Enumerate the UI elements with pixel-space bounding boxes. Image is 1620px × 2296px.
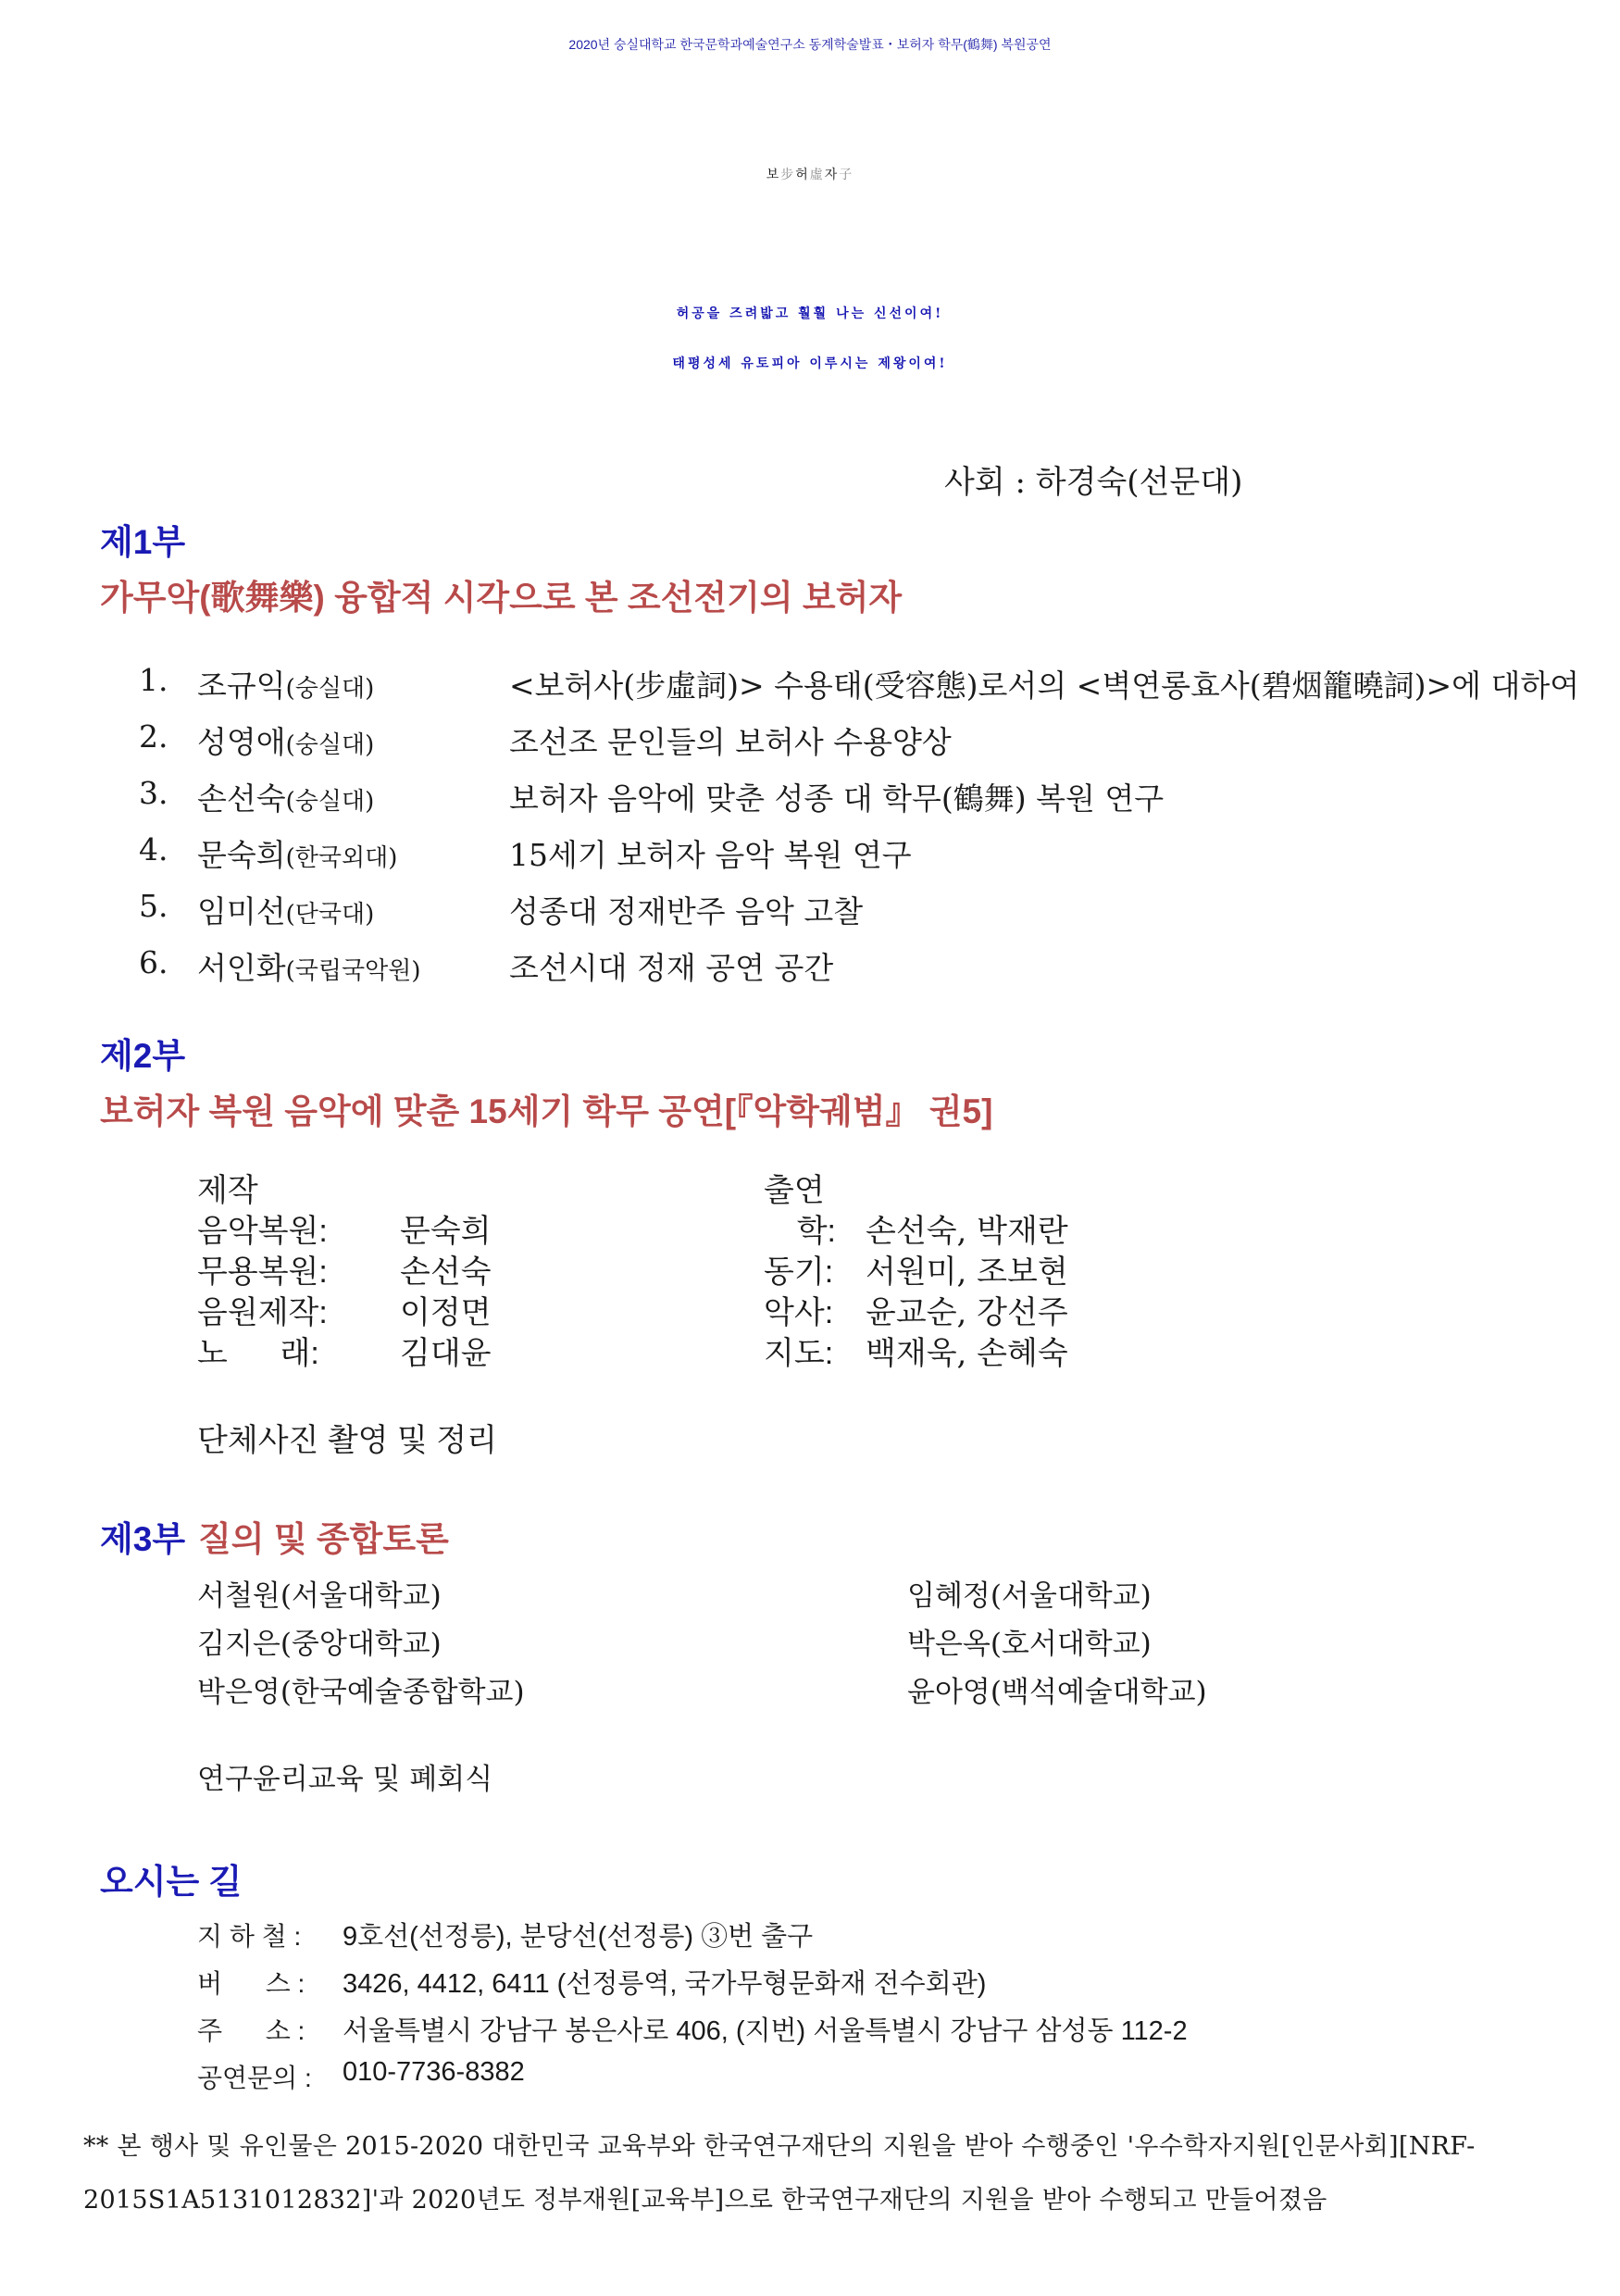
part1-item-presenter [197, 662, 374, 705]
production-name: 손선숙 [400, 1254, 492, 1291]
directions-value-subway: 9호선(선정릉), 분당선(선정릉) ③번 출구 [343, 1922, 814, 1952]
presenter-name: 성영애 [197, 724, 286, 760]
part1-item-number: 1. [139, 662, 168, 698]
part1-item-number: 6. [139, 944, 168, 980]
presenter-name: 손선숙 [197, 780, 286, 817]
cast-name: 서원미, 조보현 [866, 1254, 1068, 1291]
part1-item-topic: <보허사(步虛詞)> 수용태(受容態)로서의 <벽연롱효사(碧烟籠曉詞)>에 대하여 [509, 668, 1580, 704]
slogan-line-2: 태평성세 유토피아 이루시는 제왕이여! [672, 356, 948, 371]
discussant: 박은영(한국예술종합학교) [197, 1676, 525, 1709]
directions-label-address: 주 소 : [197, 2016, 305, 2045]
directions-value-contact: 010-7736-8382 [343, 2057, 525, 2087]
part2-title: 보허자 복원 음악에 맞춘 15세기 학무 공연[『악학궤범』 권5] [100, 1092, 993, 1130]
cast-role: 지도: [764, 1336, 834, 1371]
part1-label: 제1부 [100, 523, 186, 561]
discussant: 김지은(중앙대학교) [197, 1628, 442, 1661]
moderator: 사회 : 하경숙(선문대) [944, 464, 1243, 501]
cast-role: 동기: [764, 1254, 834, 1290]
presenter-affiliation: (단국대) [285, 901, 375, 929]
production-role: 음원제작: [197, 1295, 328, 1330]
part1-item-number: 2. [139, 718, 168, 755]
part1-item-presenter [197, 831, 397, 875]
document-title [0, 165, 1620, 183]
part1-item-topic: 조선조 문인들의 보허사 수용양상 [509, 724, 952, 760]
discussant: 임혜정(서울대학교) [907, 1579, 1152, 1613]
production-role: 무용복원: [197, 1254, 328, 1290]
cast-name: 백재욱, 손혜숙 [866, 1335, 1068, 1372]
title-hanja-1: 步 [780, 168, 794, 182]
discussant: 윤아영(백석예술대학교) [907, 1676, 1207, 1709]
cast-role: 악사: [764, 1295, 834, 1330]
cast-name: 윤교순, 강선주 [866, 1294, 1068, 1331]
part3-heading [100, 1511, 449, 1561]
part1-item-presenter [197, 888, 374, 931]
cast-name: 손선숙, 박재란 [866, 1213, 1068, 1250]
directions-label-contact: 공연문의 : [197, 2064, 312, 2092]
directions-label-subway: 지 하 철 : [197, 1922, 302, 1951]
part1-item-topic: 보허자 음악에 맞춘 성종 대 학무(鶴舞) 복원 연구 [509, 780, 1165, 817]
part3-label: 제3부 [100, 1520, 186, 1558]
closing-ceremony: 연구윤리교육 및 폐회식 [197, 1763, 493, 1796]
production-role: 음악복원: [197, 1214, 328, 1249]
part3-title: 질의 및 종합토론 [198, 1520, 449, 1558]
title-hanja-3: 子 [839, 168, 853, 182]
slogan-line-1: 허공을 즈려밟고 훨훨 나는 신선이여! [676, 306, 944, 321]
part1-title: 가무악(歌舞樂) 융합적 시각으로 본 조선전기의 보허자 [100, 579, 903, 617]
part1-item-presenter [197, 944, 421, 988]
presenter-name: 조규익 [197, 668, 286, 704]
title-hanja-2: 虛 [809, 168, 823, 182]
directions-value-bus: 3426, 4412, 6411 (선정릉역, 국가무형문화재 전수회관) [343, 1969, 987, 1999]
directions-label-bus: 버 스 : [197, 1969, 305, 1998]
discussant: 서철원(서울대학교) [197, 1579, 442, 1613]
production-heading: 제작 [197, 1173, 258, 1208]
presenter-name: 문숙희 [197, 837, 286, 873]
presenter-affiliation: (숭실대) [285, 675, 375, 703]
part1-item-presenter [197, 718, 374, 762]
title-char-3: 자 [824, 168, 838, 182]
directions-value-address: 서울특별시 강남구 봉은사로 406, (지번) 서울특별시 강남구 삼성동 112-2 [343, 2016, 1188, 2046]
presenter-affiliation: (국립국악원) [285, 957, 421, 985]
presenter-name: 서인화 [197, 950, 286, 986]
production-name: 김대윤 [400, 1335, 492, 1372]
part2-label: 제2부 [100, 1037, 186, 1075]
funding-footnote: ** 본 행사 및 유인물은 2015-2020 대한민국 교육부와 한국연구재단의 지원을 받아 수행중인 '우수학자지원[인문사회][NRF-2015S1A5131012832]'과 2020년도 정부재원[교육부]으로 한국연구재단의 지원을 받아 수행되고 만들어졌음 [83, 2132, 1476, 2215]
production-role: 노 래: [197, 1336, 319, 1371]
presenter-affiliation: (숭실대) [285, 731, 375, 759]
part1-item-number: 3. [139, 775, 168, 811]
part1-item-number: 5. [139, 888, 168, 924]
title-char-1: 보 [766, 168, 779, 182]
part1-item-number: 4. [139, 831, 168, 867]
discussant: 박은옥(호서대학교) [907, 1628, 1152, 1661]
presenter-affiliation: (한국외대) [285, 844, 398, 872]
production-name: 이정면 [400, 1294, 492, 1331]
title-char-2: 허 [795, 168, 808, 182]
part1-item-topic: 성종대 정재반주 음악 고찰 [509, 893, 864, 930]
directions-title: 오시는 길 [100, 1863, 243, 1901]
group-photo-note: 단체사진 촬영 및 정리 [197, 1423, 497, 1458]
cast-heading: 출연 [764, 1173, 825, 1208]
document-header: 2020년 숭실대학교 한국문학과예술연구소 동계학술발표・보허자 학무(鶴舞) 복원공연 [568, 37, 1052, 52]
part1-item-presenter [197, 775, 374, 818]
cast-role: 학: [796, 1214, 836, 1249]
presenter-name: 임미선 [197, 893, 286, 930]
part1-item-topic: 조선시대 정재 공연 공간 [509, 950, 834, 986]
presenter-affiliation: (숭실대) [285, 788, 375, 816]
production-name: 문숙희 [400, 1213, 492, 1250]
part1-item-topic: 15세기 보허자 음악 복원 연구 [509, 837, 912, 873]
